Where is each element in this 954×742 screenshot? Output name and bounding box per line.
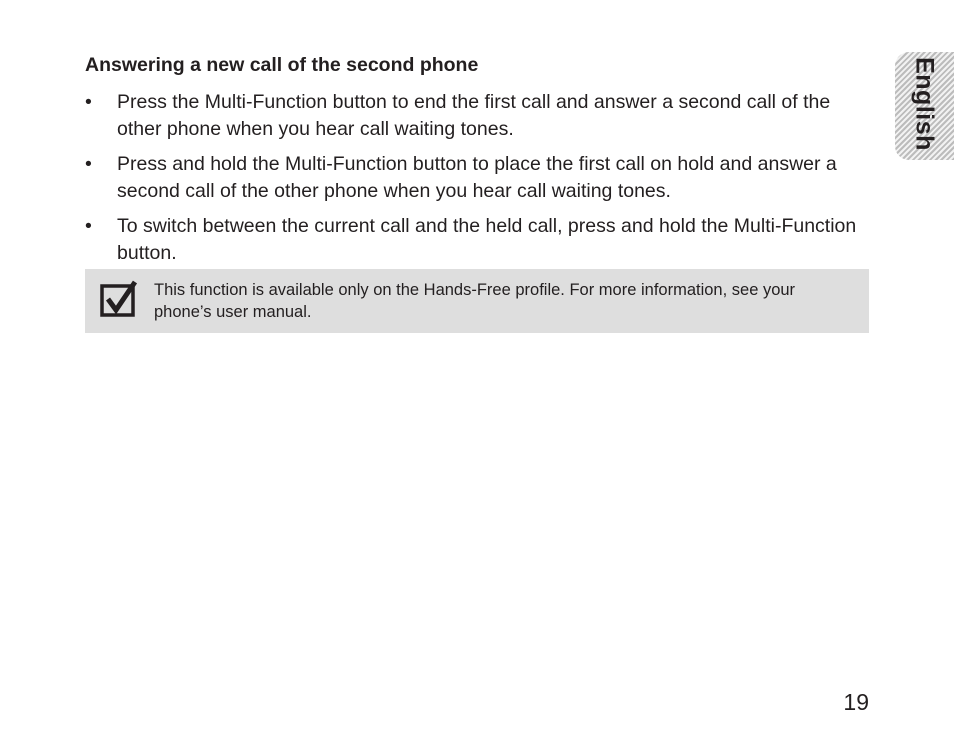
list-item-text: To switch between the current call and the held call, press and hold the Multi-Function button. <box>117 215 857 264</box>
page-number: 19 <box>843 689 869 715</box>
bullet-marker: • <box>85 215 92 237</box>
checkbox-checkmark-icon <box>100 280 138 318</box>
list-item-text: Press and hold the Multi-Function button to place the first call on hold and answer a second call of the other phone when you hear call waiting tones. <box>117 153 837 202</box>
note-text: This function is available only on the Hands-Free profile. For more information, see your phone’s user manual. <box>154 281 796 321</box>
list-item-text: Press the Multi-Function button to end the first call and answer a second call of the other phone when you hear call waiting tones. <box>117 91 831 140</box>
list-item <box>85 213 875 266</box>
instruction-list <box>85 89 875 275</box>
bullet-marker: • <box>85 91 92 113</box>
language-tab <box>895 52 954 160</box>
bullet-marker: • <box>85 153 92 175</box>
language-tab-label: English <box>910 57 939 151</box>
section-heading: Answering a new call of the second phone <box>85 54 479 76</box>
list-item <box>85 151 875 204</box>
list-item <box>85 89 875 142</box>
note-box <box>85 269 869 333</box>
